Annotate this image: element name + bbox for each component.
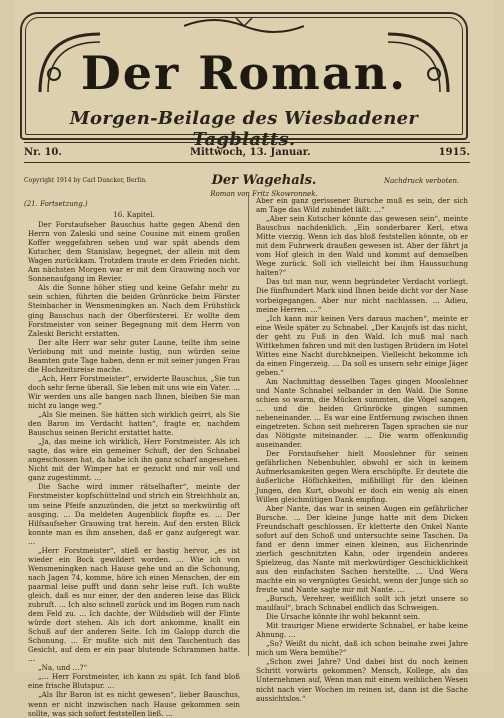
paragraph: „Ich kann mir keinen Vers daraus machen“, meinte er eine Weile später zu Schnabel. „Der Kaujofs ist das nicht, der geht zu Fuß in den Wald. Ich muß mal nach Wittkehmen fahren und mit den lustigen Brüdern im Hotel Wittes eine Nacht durchkneipen. Vielleicht bekomme ich da einen Fingerzeig. … Da soll es unsern sehr einige Jäger geben.“ <box>256 313 468 377</box>
paragraph: „Ach, Herr Forstmeister“, erwiderte Bauschus, „Sie tun doch sehr ferne überall. Sie leben mit uns wie ein Vater. … Wir werden uns alle bangen nach Ihnen, bleiben Sie man nicht zu lange weg.“ <box>28 373 240 410</box>
paragraph: Das tut man nur, wenn begründeter Verdacht vorliegt. Die fünfhundert Mark sind Ihnen beide dicht vor der Nase vorbeigegangen. Aber nur nicht nachlassen. … Adieu, meine Herren. …“ <box>256 277 468 314</box>
issue-info-bar <box>24 142 470 162</box>
paragraph: Aber Nante, das war in seinen Augen ein gefährlicher Bursche. … Der kleine Junge hatte mit dem Dicken Freundschaft geschlossen. Er kletterte den Onkel Nante sofort auf den Schoß und untersuchte seine Taschen. Da fand er denn immer einen kleinen, aus Eichenrinde zierlich geschnitzten Kahn, oder irgendein anderes Spielzeug, das Nante mit merkwürdiger Geschicklichkeit aus den einfachsten Sachen herstellte. … Und Wera machte ein so vergnügtes Gesicht, wenn der Junge sich so freute und Nante sagte mir mit Nante. … <box>256 503 468 595</box>
paragraph: Als die Sonne höher stieg und keine Gefahr mehr zu sein schien, führten die beiden Grünröcke beim Förster Steinbacher in Wensmeningken an. Nach dem Frühstück ging Bauschus nach der Oberförsterei. Er wollte dem Forstmeister von seiner Begegnung mit dem Herrn von Zaleski Bericht erstatten. <box>28 283 240 338</box>
issue-year: 1915. <box>438 146 470 158</box>
paragraph: Der Forstaufseher Bauschus hatte gegen Abend den Herrn von Zaleski und seine Cousine mit einem großen Koffer weggefahren sehen und war spät abends dem Kutscher, dem Stanislaw, begegnet, der allein mit dem Wagen zurückkam. Trotzdem traute er dem Frieden nicht. Am nächsten Morgen war er mit dem Grauwing noch vor Sonnenaufgang im Revier. <box>28 220 240 284</box>
issue-date: Mittwoch, 13. Januar. <box>189 146 311 158</box>
ornament-top-icon <box>184 14 304 38</box>
paragraph: Die Ursache könnte ihr wohl bekannt sein. <box>266 612 421 622</box>
masthead-title: Der Roman. <box>80 46 408 100</box>
paragraph: Der Forstaufseher hielt Mooslehner für seinen gefährlichen Nebenbuhler, obwohl er sich in keinem Aufmerksamkeiten gegen Wera erschöpfte. Er deutete die äußerliche Höflichkeiten, mißbilligt für den kleinen Jungen, den Kurt, obwohl er doch ein wenig als einen Willen gleichmütigen Dank empfing. <box>256 449 468 504</box>
masthead <box>20 12 468 150</box>
paragraph: „So? Weißt du nicht, daß ich schon beinahe zwei Jahre mich um Wera bemühe?“ <box>256 639 468 658</box>
paragraph: „Herr Forstmeister“, stieß er hastig hervor, „es ist wieder ein Bock gewildert worden. … Wie ich von Wensmeningken nach Hause gehe und an die Schonung, nach Jagen 74, komme, höre ich einen Menschen, der ein paarmal leise pufft und dann sehr leise ruft. Ich wußte gleich, daß es nur einer, der den anderen leise das Blick zubruft. … Ich also schnell zurück und im Bogen rum nach dem Feld zu. … Ich dachte, der Wildsdieb will der Flinte würde dort stehen. Als ich dort ankomme, knallt ein Schuß auf der anderen Seite. Ich im Galopp durch die Schonung. … Er mußte sich mit den Taschentuch das Gesicht, auf dem er ein paar blutende Schrammen hatte. … <box>28 545 240 664</box>
left-column <box>28 210 240 718</box>
masthead-subtitle: Morgen-Beilage des Wiesbadener Tagblatts. <box>69 108 419 150</box>
issue-number: Nr. 10. <box>24 146 62 158</box>
paragraph: „Bursch, Verehrer, weißlich sollt ich jetzt unsere so maulfaul“, brach Schnabel endlich das Schweigen. <box>256 594 468 613</box>
right-column <box>256 196 468 703</box>
paragraph: „Ja, das meine ich wirklich, Herr Forstmeister. Als ich sagte, das wäre ein gemeiner Schuft, der den Schnabel angeschossen hat, da habe ich ihn ganz scharf angesehen. Nicht mit der Wimper hat er gezuckt und mir voll und ganz zugestimmt. … <box>28 437 240 483</box>
paragraph: Der alte Herr war sehr guter Laune, teilte ihm seine Verlobung mit und meinte lustig, nun würden seine Beamten gute Tage haben, denn er mit seiner jungen Frau die Hochzeitsreise mache. <box>28 337 240 374</box>
paragraph: „Na, und …?“ <box>38 663 88 673</box>
story-author: Roman von Fritz Skowronnek. <box>210 190 318 198</box>
chapter-heading: 16. Kapitel. <box>113 210 155 219</box>
column-divider <box>248 196 249 656</box>
paragraph: „… Herr Forstmeister, ich kann zu spät. Ich fand bloß eine frische Blutspur. … <box>28 672 240 691</box>
paragraph: „Aber sein Kutscher könnte das gewesen sein“, meinte Bauschus nachdenklich. „Ein sonderbarer Kerl, etwa Mitte vierzig. Wenn ich das bloß feststellen könnte, ob er mit dem Fuhrwerk draußen gewesen ist. Aber der fährt ja vom Hof gleich in den Wald und kommt auf demselben Wege zurück. Soll ich vielleicht bei ihm Haussuchung halten?“ <box>256 214 468 278</box>
paragraph: Die Sache wird immer rätselhafter“, meinte der Forstmeister kopfschüttelnd und strich ein Streichholz an, um seine Pfeife anzuzünden, die jetzt so merkwürdig oft ausging. … Da meldeten Augenblick flopfte es. … Der Hilfsaufseher Grauwing trat herein. Auf den ersten Blick konnte man es ihm ansehen, daß er ganz aufgeregt war. … <box>28 482 240 546</box>
reprint-notice: Nachdruck verboten. <box>384 177 460 185</box>
paragraph: Am Nachmittag desselben Tages gingen Mooslehner und Nante Schnabel selbander in den Wald. Die Sonne schien so warm, die Mücken summten, die Vögel sangen, … und die beiden Grünröcke gingen summen nebeneinander. … Es war eine Entfernung zwischen ihnen eingetreten. Schon seit mehreren Tagen sprachen sie nur das Nötigste miteinander. … Die warm offenkundig auseinander. <box>256 376 468 450</box>
copyright-note: Copyright 1914 by Carl Duncker, Berlin. <box>24 177 147 184</box>
story-title: Der Wagehals. <box>211 173 317 188</box>
continuation-note: (21. Fortsetzung.) <box>24 200 88 208</box>
paragraph: „Als Ihr Baron ist es nicht gewesen“, lieber Bauschus, wenn er nicht inzwischen nach Hause gekommen sein sollte, was sich sofort feststellen ließ. … <box>28 690 240 718</box>
paragraph: Aber ein ganz gerissener Bursche muß es sein, der sich am Tage das Wild zubindet läßt. …“ <box>256 196 468 215</box>
rule-bottom <box>24 162 470 163</box>
paragraph: „Als Sie meinen. Sie hätten sich wirklich geirrt, als Sie den Baron im Verdacht hatten“, fragte er, nachdem Bauschus seinen Bericht erstattet hatte. <box>28 410 240 438</box>
paragraph: Mit trauriger Miene erwiderte Schnabel, er habe keine Ahnung. … <box>256 621 468 640</box>
paragraph: „Schon zwei Jahre? Und dabei bist du noch keinen Schritt vorwärts gekommen? Mensch, Kollege, als das Unternehmen auf, Wenn man mit einem weiblichen Wesen nicht nach vier Wochen im reinen ist, dann ist die Sache aussichtslos.“ <box>256 657 468 703</box>
